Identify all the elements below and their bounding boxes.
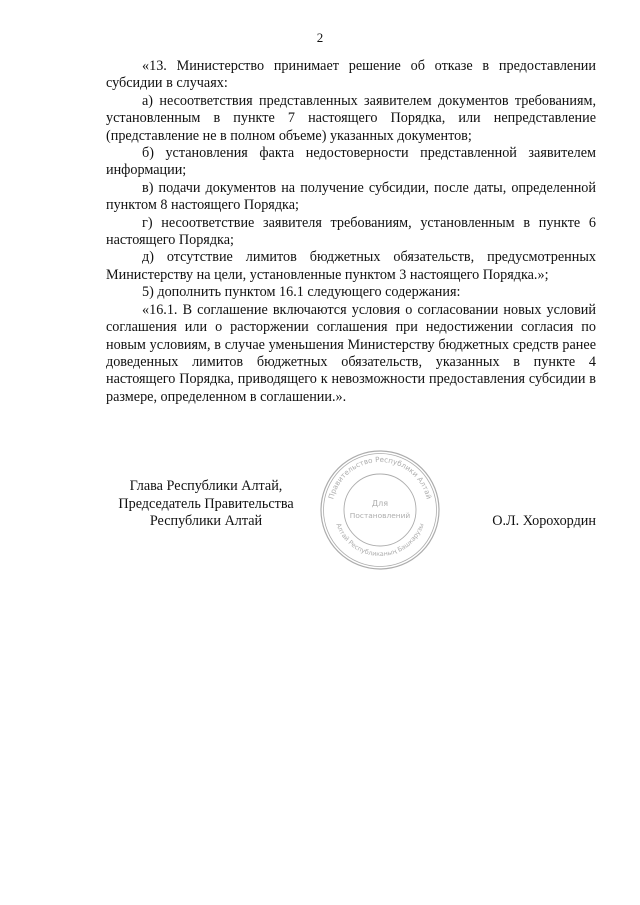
seal-center-text-line2: Постановлений	[349, 511, 411, 520]
paragraph-subitem-d: д) отсутствие лимитов бюджетных обязательств, предусмотренных Министерству на цели, установленные пунктом 3 настоящего Порядка.»;	[106, 249, 596, 283]
page-number: 2	[316, 30, 324, 45]
seal-inner-ring	[344, 474, 416, 546]
signatory-position-line: Республики Алтай	[149, 513, 263, 530]
paragraph-subitem-a: а) несоответствия представленных заявителем документов требованиям, установленным в пункте 7 настоящего Порядка, или непредставление (представление не в полном объеме) указанных документов;	[106, 92, 596, 144]
seal-outer-text: Правительство Республики Алтай	[326, 454, 434, 501]
seal-outer-ring-inner	[324, 454, 437, 567]
signatory-name: О.Л. Хорохордин	[492, 513, 596, 529]
paragraph-subitem-b: б) установления факта недостоверности представленной заявителем информации;	[106, 145, 596, 179]
seal-center-text-line1: Для	[371, 499, 389, 508]
official-seal-stamp	[318, 448, 442, 572]
paragraph-item-5: 5) дополнить пунктом 16.1 следующего содержания:	[142, 284, 461, 301]
paragraph-subitem-v: в) подачи документов на получение субсидии, после даты, определенной пунктом 8 настоящего Порядка;	[106, 179, 596, 214]
paragraph-item-16-1: «16.1. В соглашение включаются условия о согласовании новых условий соглашения или о расторжении соглашения при недостижении согласия по новым условиям, в случае уменьшения Министерству бюджетных средств ранее доведенных лимитов бюджетных обязательств, указанных в пункте 4 настоящего Порядка, приводящего к невозможности предоставления субсидии в размере, определенном в соглашении.».	[106, 301, 596, 405]
signatory-position	[106, 478, 306, 531]
seal-bottom-text: Алтай Республиканың Башкарузы	[334, 522, 426, 559]
signatory-position-line: Председатель Правительства	[118, 495, 294, 512]
signatory-position-line: Глава Республики Алтай,	[129, 478, 283, 494]
document-body	[106, 58, 596, 406]
paragraph-subitem-g: г) несоответствие заявителя требованиям, установленным в пункте 6 настоящего Порядка;	[106, 214, 596, 249]
paragraph-item-13: «13. Министерство принимает решение об отказе в предоставлении субсидии в случаях:	[106, 58, 596, 92]
